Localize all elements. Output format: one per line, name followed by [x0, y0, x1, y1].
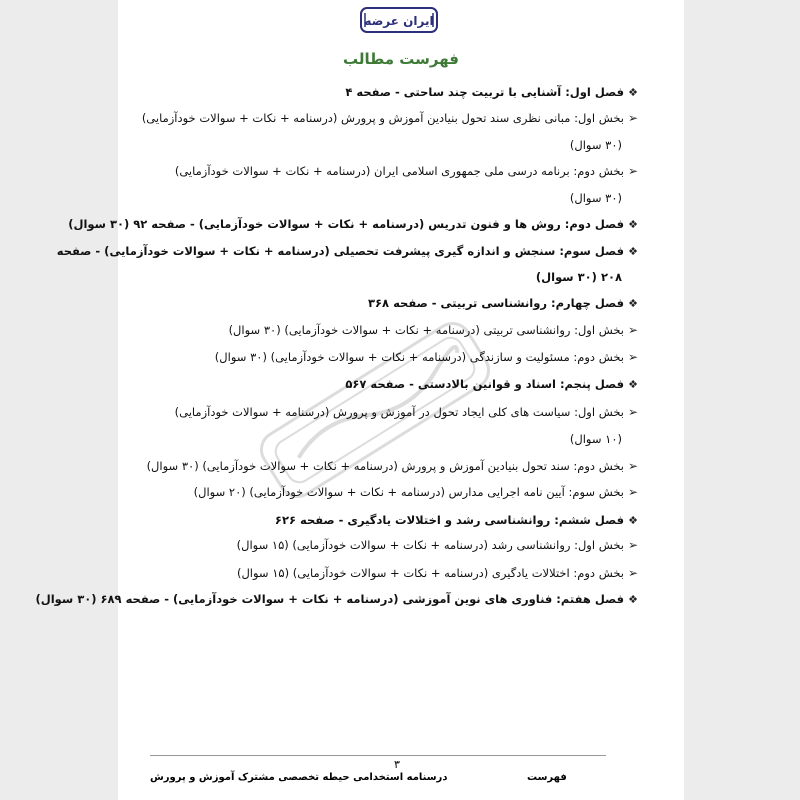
- toc-chapter-5-section-1[interactable]: ➢بخش اول: سیاست های کلی ایجاد تحول در آموزش و پرورش (درسنامه + سوالات خودآزمایی): [150, 405, 642, 419]
- arrow-bullet-icon: ➢: [627, 350, 639, 364]
- diamond-bullet-icon: ❖: [628, 86, 638, 99]
- toc-chapter-4[interactable]: ❖فصل چهارم: روانشناسی تربیتی - صفحه ۳۶۸: [150, 296, 642, 310]
- arrow-bullet-icon: ➢: [627, 459, 639, 473]
- diamond-bullet-icon: ❖: [628, 514, 638, 527]
- toc-chapter-6-section-2[interactable]: ➢بخش دوم: اختلالات یادگیری (درسنامه + نکات + سوالات خودآزمایی) (۱۵ سوال): [150, 566, 642, 580]
- toc-chapter-1-section-1[interactable]: ➢بخش اول: مبانی نظری سند تحول بنیادین آموزش و پرورش (درسنامه + نکات + سوالات خودآزمایی): [150, 111, 642, 125]
- toc-chapter-5-section-3[interactable]: ➢بخش سوم: آیین نامه اجرایی مدارس (درسنامه + نکات + سوالات خودآزمایی) (۲۰ سوال): [150, 485, 642, 499]
- toc-chapter-3[interactable]: ❖فصل سوم: سنجش و اندازه گیری پیشرفت تحصیلی (درسنامه + نکات + سوالات خودآزمایی) - صفحه: [150, 244, 642, 258]
- toc-chapter-5-section-2[interactable]: ➢بخش دوم: سند تحول بنیادین آموزش و پرورش (درسنامه + نکات + سوالات خودآزمایی) (۳۰ سوال): [150, 459, 642, 473]
- footer-section-title: فهرست: [527, 772, 567, 783]
- toc-chapter-4-section-1[interactable]: ➢بخش اول: روانشناسی تربیتی (درسنامه + نکات + سوالات خودآزمایی) (۳۰ سوال): [150, 323, 642, 337]
- arrow-bullet-icon: ➢: [627, 111, 639, 125]
- logo-icon: [360, 6, 438, 34]
- toc-chapter-6-section-1[interactable]: ➢بخش اول: روانشناسی رشد (درسنامه + نکات + سوالات خودآزمایی) (۱۵ سوال): [150, 538, 642, 552]
- diamond-bullet-icon: ❖: [628, 245, 638, 258]
- toc-chapter-7[interactable]: ❖فصل هفتم: فناوری های نوین آموزشی (درسنامه + نکات + سوالات خودآزمایی) - صفحه ۶۸۹ (۳۰ سوال): [150, 592, 642, 606]
- diamond-bullet-icon: ❖: [628, 378, 638, 391]
- arrow-bullet-icon: ➢: [627, 405, 639, 419]
- logo-text: ایران عرضه: [364, 14, 434, 28]
- footer-book-title: درسنامه استخدامی حیطه تخصصی مشترک آموزش و پرورش: [150, 772, 448, 783]
- arrow-bullet-icon: ➢: [627, 566, 639, 580]
- toc-chapter-5[interactable]: ❖فصل پنجم: اسناد و قوانین بالادستی - صفحه ۵۶۷: [150, 377, 642, 391]
- toc-chapter-1-section-2[interactable]: ➢بخش دوم: برنامه درسی ملی جمهوری اسلامی ایران (درسنامه + نکات + سوالات خودآزمایی): [150, 164, 642, 178]
- toc-chapter-1-section-2-count: (۳۰ سوال): [569, 191, 622, 205]
- arrow-bullet-icon: ➢: [627, 485, 639, 499]
- toc-chapter-3-count: ۲۰۸ (۳۰ سوال): [535, 270, 622, 284]
- toc-chapter-5-section-1-count: (۱۰ سوال): [569, 432, 622, 446]
- arrow-bullet-icon: ➢: [627, 164, 639, 178]
- arrow-bullet-icon: ➢: [627, 323, 639, 337]
- footer-divider: [150, 755, 606, 756]
- toc-chapter-2[interactable]: ❖فصل دوم: روش ها و فنون تدریس (درسنامه + نکات + سوالات خودآزمایی) - صفحه ۹۲ (۳۰ سوال): [150, 217, 642, 231]
- toc-chapter-1-section-1-count: (۳۰ سوال): [569, 138, 622, 152]
- arrow-bullet-icon: ➢: [627, 538, 639, 552]
- page-number: ۳: [394, 758, 400, 771]
- toc-chapter-6[interactable]: ❖فصل ششم: روانشناسی رشد و اختلالات یادگیری - صفحه ۶۲۶: [150, 513, 642, 527]
- diamond-bullet-icon: ❖: [628, 297, 638, 310]
- diamond-bullet-icon: ❖: [628, 218, 638, 231]
- diamond-bullet-icon: ❖: [628, 593, 638, 606]
- toc-chapter-1[interactable]: ❖فصل اول: آشنایی با تربیت چند ساحتی - صفحه ۴: [150, 85, 642, 99]
- toc-chapter-4-section-2[interactable]: ➢بخش دوم: مسئولیت و سازندگی (درسنامه + نکات + سوالات خودآزمایی) (۳۰ سوال): [150, 350, 642, 364]
- page-title: فهرست مطالب: [343, 50, 459, 68]
